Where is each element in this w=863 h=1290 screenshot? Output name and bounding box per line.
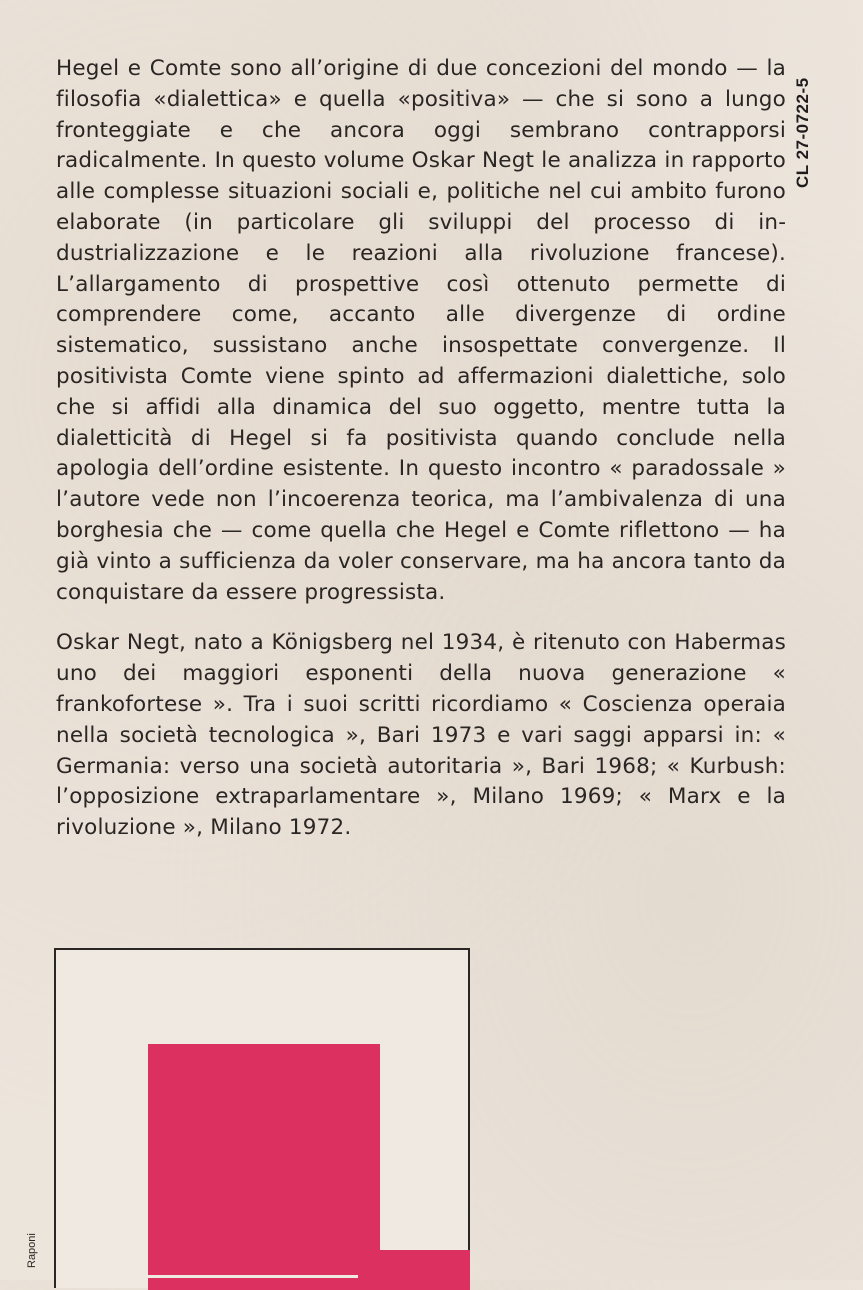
logo-white-line — [148, 1275, 358, 1278]
catalog-code: CL 27-0722-5 — [793, 77, 812, 188]
logo-red-square — [148, 1044, 380, 1284]
publisher-logo — [54, 948, 470, 1288]
author-bio-paragraph: Oskar Negt, nato a Königsberg nel 1934, è ritenuto con Habermas uno dei maggiori esponenti della nuova generazione « frankofortese ». Tra i suoi scritti ricordiamo « Coscienza operaia nella società tecnologica », Bari 1973 e vari saggi apparsi in: « Germania: verso una società autoritaria », Bari 1968; « Kurbush: l’opposizione extraparlamentare », Milano 1969; « Marx e la rivoluzione », Milano 1972. — [56, 630, 786, 841]
description-paragraph: Hegel e Comte sono all’origine di due concezioni del mondo — la filosofia «dialettica» e quella «positiva» — che si sono a lungo fronteggiate e che ancora oggi sembrano contrapporsi radicalmente. In questo volume Oskar Negt le analizza in rapporto alle complesse situazioni sociali e, politiche nel cui ambito furono elaborate (in particolare gli sviluppi del processo di industrializzazione e le reazioni alla rivoluzione francese). L’allargamento di prospettive così ottenuto permette di comprendere come, accanto alle divergenze di ordine sistematico, sussistano anche insospettate convergenze. Il positivista Comte viene spinto ad affermazioni dialettiche, solo che si affidi alla dinamica del suo oggetto, mentre tutta la dialetticità di Hegel si fa positivista quando conclude nella apologia dell’ordine esistente. In questo incontro « paradossale » l’autore vede non l’incoerenza teorica, ma l’ambivalenza di una borghesia che — come quella che Hegel e Comte riflettono — ha già vinto a sufficienza da voler conservare, ma ha ancora tanto da conquistare da essere progressista. — [56, 56, 786, 605]
logo-red-bar — [148, 1250, 470, 1290]
blurb — [56, 54, 786, 864]
designer-credit: Raponi — [26, 1233, 38, 1268]
